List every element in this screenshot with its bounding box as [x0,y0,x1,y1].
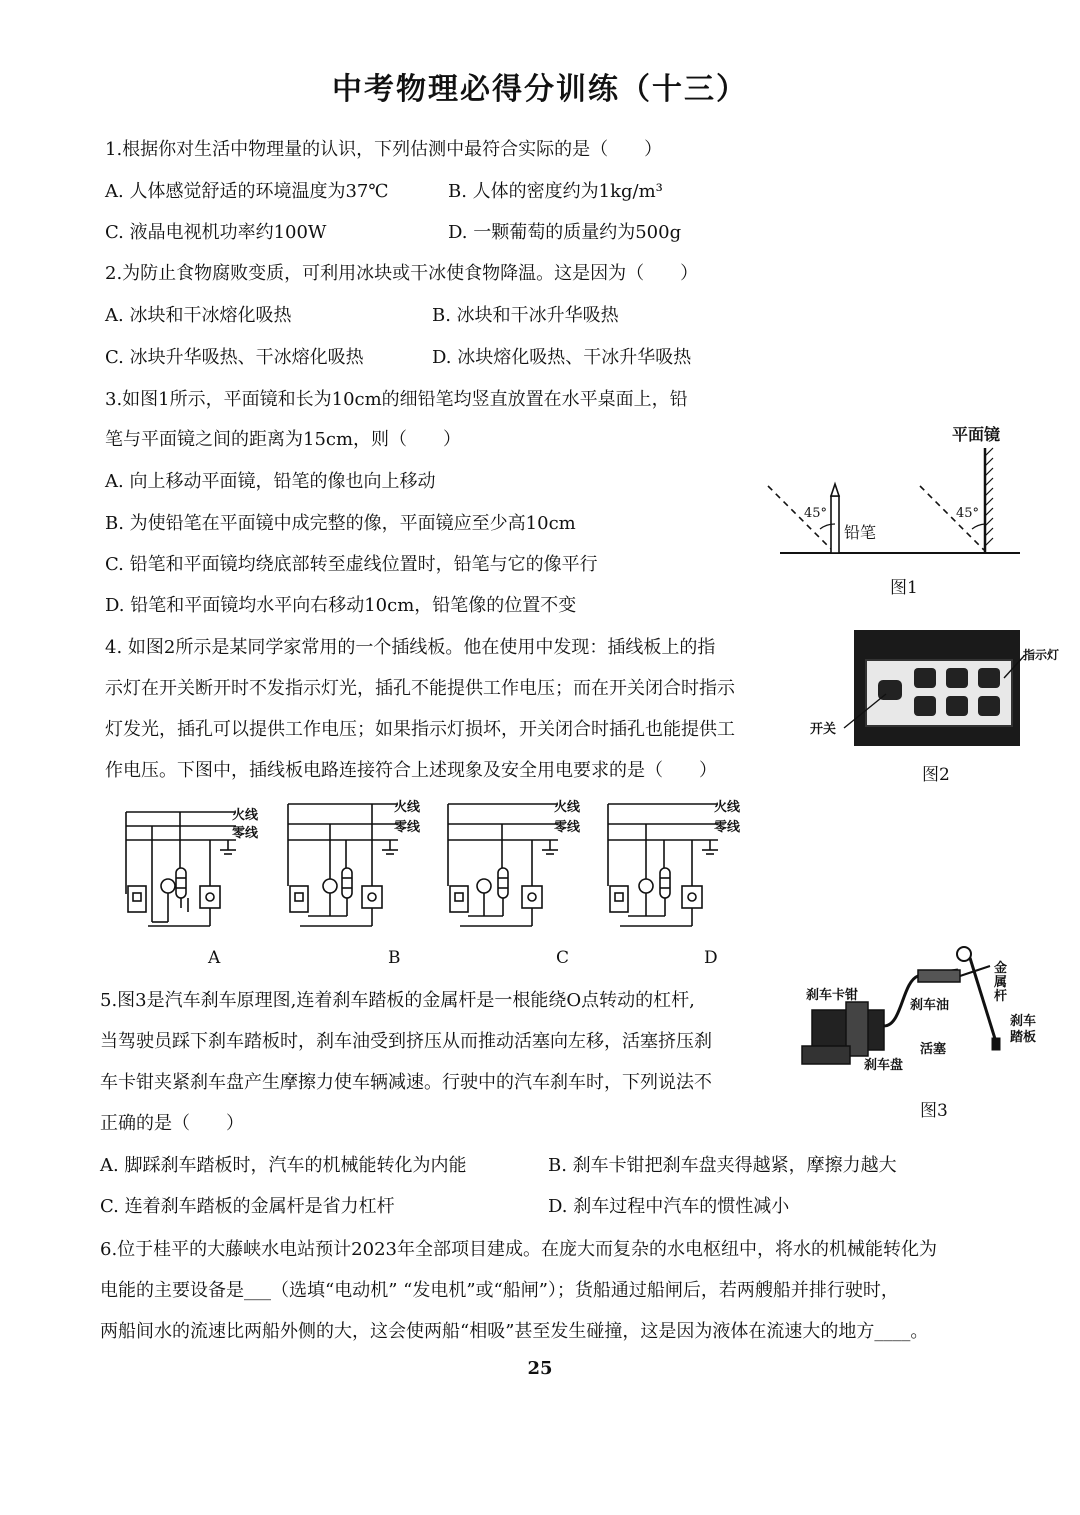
circuit-d-live-label: 火线 [714,800,741,815]
indicator-light-label: 指示灯 [1023,648,1060,662]
circuit-d-caption: D [704,948,718,968]
q3-option-b: B. 为使铅笔在平面镜中成完整的像，平面镜应至少高10cm [105,513,576,534]
figure-2-power-strip [810,628,1065,752]
figure-3-caption: 图3 [920,1101,948,1121]
q2-option-b: B. 冰块和干冰升华吸热 [432,305,619,326]
figure-2-caption: 图2 [922,765,950,785]
circuit-a-caption: A [208,948,221,968]
q1-option-d: D. 一颗葡萄的质量约为500g [448,222,682,243]
circuit-b-caption: B [388,948,401,968]
angle-label-mirror: 45° [956,506,980,521]
q3-option-d: D. 铅笔和平面镜均水平向右移动10cm，铅笔像的位置不变 [105,595,577,616]
q5-stem-line4: 正确的是（ ） [100,1113,244,1134]
q5-option-d: D. 刹车过程中汽车的惯性减小 [548,1196,790,1217]
circuit-option-b [280,794,438,944]
q1-stem: 1.根据你对生活中物理量的认识，下列估测中最符合实际的是（ ） [105,139,663,160]
q5-option-a: A. 脚踩刹车踏板时，汽车的机械能转化为内能 [100,1155,467,1176]
q2-option-c: C. 冰块升华吸热、干冰熔化吸热 [105,347,364,368]
q4-stem-line1: 4. 如图2所示是某同学家常用的一个插线板。他在使用中发现：插线板上的指 [105,637,716,658]
circuit-c-caption: C [556,948,570,968]
circuit-b-live-label: 火线 [394,800,421,815]
page-number: 25 [527,1358,553,1379]
circuit-option-d [600,794,758,944]
brake-oil-label: 刹车油 [910,998,950,1013]
mirror-label: 平面镜 [952,425,1001,444]
circuit-c-neutral-label: 零线 [554,820,581,835]
q6-stem-line2: 电能的主要设备是___（选填“电动机” “发电机”或“船闸”）；货船通过船闸后，若两艘船并排行驶时， [100,1280,899,1301]
caliper-label: 刹车卡钳 [806,988,859,1003]
q2-stem: 2.为防止食物腐败变质，可利用冰块或干冰使食物降温。这是因为（ ） [105,263,699,284]
circuit-b-neutral-label: 零线 [394,820,421,835]
switch-label: 开关 [810,722,837,737]
q5-stem-line1: 5.图3是汽车刹车原理图,连着刹车踏板的金属杆是一根能绕O点转动的杠杆, [100,990,695,1011]
circuit-d-neutral-label: 零线 [714,820,741,835]
q3-option-a: A. 向上移动平面镜，铅笔的像也向上移动 [105,471,436,492]
q5-stem-line2: 当驾驶员踩下刹车踏板时，刹车油受到挤压从而推动活塞向左移，活塞挤压刹 [100,1031,712,1052]
q2-option-a: A. 冰块和干冰熔化吸热 [105,305,292,326]
circuit-a-live-label: 火线 [232,808,259,823]
figure-3-brake-system [798,942,1058,1078]
q5-option-b: B. 刹车卡钳把刹车盘夹得越紧，摩擦力越大 [548,1155,897,1176]
q5-stem-line3: 车卡钳夹紧刹车盘产生摩擦力使车辆减速。行驶中的汽车刹车时，下列说法不 [100,1072,712,1093]
pencil-label: 铅笔 [844,523,877,542]
q5-option-c: C. 连着刹车踏板的金属杆是省力杠杆 [100,1196,395,1217]
q2-option-d: D. 冰块熔化吸热、干冰升华吸热 [432,347,692,368]
q1-option-a: A. 人体感觉舒适的环境温度为37℃ [105,181,389,202]
q6-stem-line3: 两船间水的流速比两船外侧的大，这会使两船“相吸”甚至发生碰撞，这是因为液体在流速大的地方____。 [100,1321,929,1342]
metal-rod-label: 金属杆 [994,961,1008,1004]
page-title: 中考物理必得分训练（十三） [332,72,748,107]
q1-option-c: C. 液晶电视机功率约100W [105,222,327,243]
brake-disc-label: 刹车盘 [864,1058,904,1073]
circuit-option-c [440,794,598,944]
piston-label: 活塞 [920,1042,947,1057]
circuit-c-live-label: 火线 [554,800,581,815]
q4-stem-line2: 示灯在开关断开时不发指示灯光，插孔不能提供工作电压；而在开关闭合时指示 [105,678,735,699]
angle-label-pencil: 45° [804,506,828,521]
brake-pedal-label: 刹车踏板 [1010,1014,1037,1045]
q4-stem-line3: 灯发光，插孔可以提供工作电压；如果指示灯损坏，开关闭合时插孔也能提供工 [105,719,735,740]
figure-1-caption: 图1 [890,578,918,598]
circuit-a-neutral-label: 零线 [232,826,259,841]
q6-stem-line1: 6.位于桂平的大藤峡水电站预计2023年全部项目建成。在庞大而复杂的水电枢纽中，将水的机械能转化为 [100,1239,937,1260]
q4-stem-line4: 作电压。下图中，插线板电路连接符合上述现象及安全用电要求的是（ ） [105,760,717,781]
q3-stem-line1: 3.如图1所示，平面镜和长为10cm的细铅笔均竖直放置在水平桌面上，铅 [105,389,688,410]
circuit-option-a [118,794,276,944]
q3-option-c: C. 铅笔和平面镜均绕底部转至虚线位置时，铅笔与它的像平行 [105,554,598,575]
q3-stem-line2: 笔与平面镜之间的距离为15cm，则（ ） [105,429,462,450]
q1-option-b: B. 人体的密度约为1kg/m³ [448,181,663,202]
